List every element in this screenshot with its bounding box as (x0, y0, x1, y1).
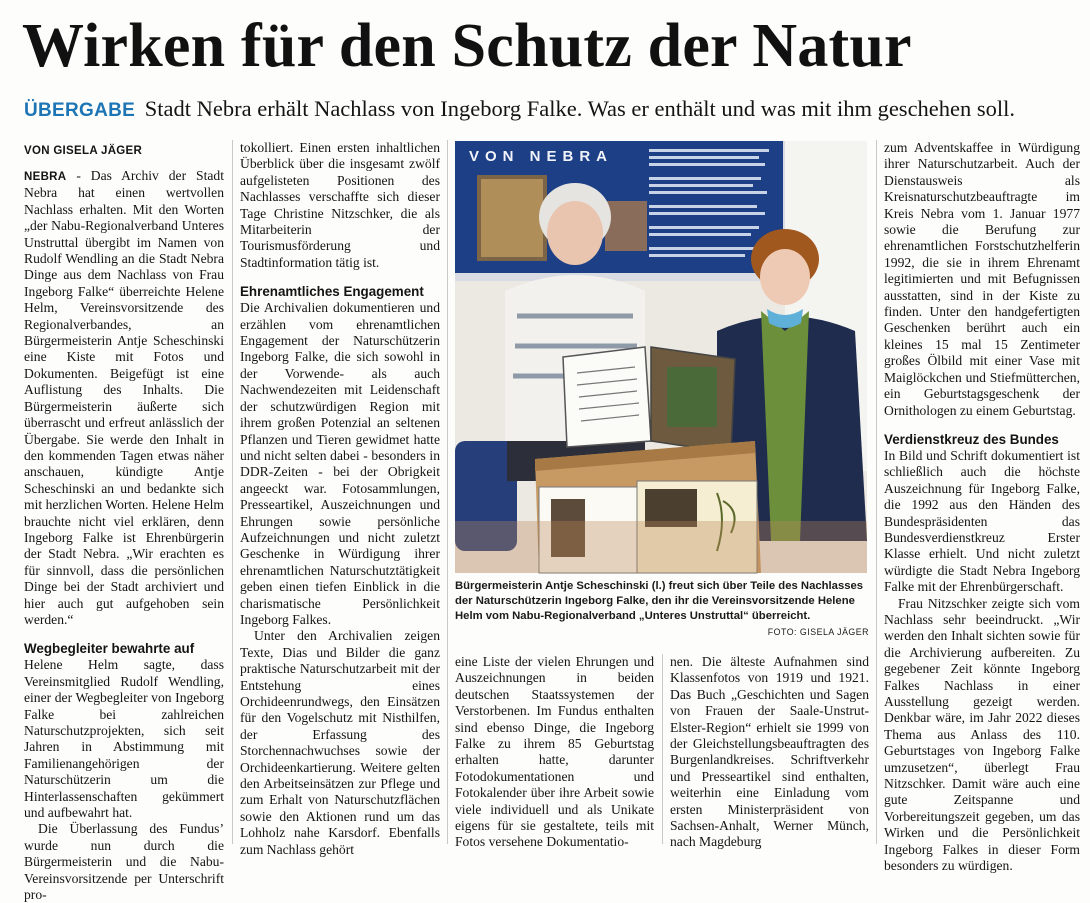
column-divider (876, 140, 877, 844)
headline: Wirken für den Schutz der Natur (22, 12, 912, 80)
paragraph: nen. Die älteste Aufnahmen sind Klassenfotos von 1919 und 1921. Das Buch „Geschichten und Sagen von Frauen der Saale-Unstrut-Elster-Region“ erhielt sie 1999 von der Gleichstellungsbeauftragten des Burgenlandkreises. Schriftverkehr und Presseartikel sind enthalten, weiterhin eine Einladung vom ersten Ministerpräsident von Sachsen-Anhalt, Werner Münch, nach Magdeburg (670, 654, 869, 850)
article-column-5 (884, 140, 1080, 874)
paragraph: tokolliert. Einen ersten inhaltlichen Überblick über die insgesamt zwölf aufgelisteten Positionen des Nachlasses verschaffte sich dieser Tage Christine Nitzschker, die als Mitarbeiterin der Tourismusförderung und Stadtinformation tätig ist. (240, 140, 440, 270)
article-column-1 (24, 140, 224, 903)
subheadline-line (24, 94, 1074, 124)
paragraph: Helene Helm sagte, dass Vereinsmitglied Rudolf Wendling, einer der Wegbegleiter von Ingeborg Falke bei zahlreichen Naturschutzprojekten, sich seit Jahren in Abstimmung mit Familienangehörigen der Naturschützerin um die Hinterlassenschaften gekümmert und aufbewahrt hat. (24, 657, 224, 821)
paragraph: eine Liste der vielen Ehrungen und Auszeichnungen in beiden deutschen Staatssystemen der Verstorbenen. Im Fundus enthalten sind ebenso Dinge, die Ingeborg Falke zu ihrem 85 Geburtstag erhalten hatte, darunter Fotodokumentationen und Fotokalender über ihre Arbeit sowie viele individuell und als Unikate eigens für sie gestaltete, teils mit Fotos versehene Dokumentatio- (455, 654, 654, 850)
subheading: Wegbegleiter bewahrte auf (24, 641, 195, 657)
photo-credit: FOTO: GISELA JÄGER (767, 627, 869, 637)
column-divider (662, 654, 663, 844)
article-column-3 (455, 654, 654, 851)
paragraph: Frau Nitzschker zeigte sich vom Nachlass sehr beeindruckt. „Wir werden den Inhalt sichten sowie für die Archivierung aufbereiten. Zu gegebener Zeit könnte Ingeborg Falkes Nachlass in einer Ausstellung gezeigt werden. Denkbar wäre, im Jahr 2022 dieses Thema aus Anlass des 110. Geburtstages von Ingeborg Falke umzusetzen“, überlegt Frau Nitzschker. Damit wäre auch eine gute Zeitspanne und Vorbereitungszeit gegeben, um das Wirken und die Persönlichkeit Ingeborg Falkes in dieser Form besonders zu würdigen. (884, 595, 1080, 874)
poster-title: VON NEBRA (469, 148, 614, 165)
subheading: Verdienstkreuz des Bundes (884, 431, 1059, 447)
paragraph: In Bild und Schrift dokumentiert ist schließlich auch die höchste Auszeichnung für Ingeborg Falke, die 1992 aus den Händen des Bundespräsidenten das Bundesverdienstkreuz Erster Klasse erhielt. Und nicht zuletzt würdigte die Stadt Nebra Ingeborg Falke mit der Ehrenbürgerschaft. (884, 447, 1080, 595)
subheading: Ehrenamtliches Engagement (240, 284, 424, 300)
caption-text: Bürgermeisterin Antje Scheschinski (l.) freut sich über Teile des Nachlasses der Naturschützerin Ingeborg Falke, den ihr die Vereinsvorsitzende Helene Helm vom Nabu-Regionalverband „Unteres Unstruttal“ überreicht. (455, 580, 864, 622)
author-byline: VON GISELA JÄGER (24, 145, 143, 157)
dateline: NEBRA (24, 171, 67, 183)
subheadline: Stadt Nebra erhält Nachlass von Ingeborg Falke. Was er enthält und was mit ihm geschehen soll. (144, 96, 1016, 121)
photo-illustration (455, 141, 867, 573)
article-column-4 (670, 654, 869, 851)
paragraph: zum Adventskaffee in Würdigung ihrer Naturschutzarbeit. Auch der Dienstausweis als Kreisnaturschutzbeauftragte im Kreis Nebra vom 1. Januar 1977 sowie die Berufung zur ehrenamtlichen Forstschutzhelferin 1992, die sie in ihrem Ehrenamt legitimierten und mit Befugnissen ausstatten, sind in der Kiste zu finden. Unter den handgefertigten Geschenken berührt auch ein kleines 15 mal 15 Zentimeter großes Ölbild mit einer Vase mit Maiglöckchen und Stiefmütterchen, ein Geburtstagsgeschenk der Ornithologen zu einem Geburtstag. (884, 140, 1080, 418)
paragraph: Die Archivalien dokumentieren und erzählen vom ehrenamtlichen Engagement der Naturschützerin Ingeborg Falke, die sich sowohl in der Vorwende- als auch Nachwendezeiten mit Leidenschaft der schutzwürdigen Region mit ihrem großen Potenzial an seltenen Pflanzen und Tieren gewidmet hatte und nicht selten dabei - besonders in DDR-Zeiten - bei der Obrigkeit angeeckt war. Fotosammlungen, Presseartikel, Auszeichnungen und Ehrungen sowie persönliche Aufzeichnungen und nicht zuletzt Geschenke in Würdigung ihrer ehrenamtlichen Naturschutztätigkeit geben einen tiefen Einblick in die charismatische Persönlichkeit Ingeborg Falkes. (240, 300, 440, 627)
kicker: ÜBERGABE (24, 100, 136, 121)
news-photo (455, 141, 867, 573)
column-divider (447, 140, 448, 844)
column-divider (232, 140, 233, 844)
paragraph: NEBRA - Das Archiv der Stadt Nebra hat einen wertvollen Nachlass erhalten. Mit den Worten „der Nabu-Regionalverband Unteres Unstruttal übergibt im Namen von Rudolf Wendling an die Stadt Nebra Dinge aus dem Nachlass von Frau Ingeborg Falke“ überreichte Helene Helm, Vereinsvorsitzende des Regionalverbandes, an Bürgermeisterin Antje Scheschinski eine Kiste mit Fotos und Dokumenten. Beigefügt ist eine Auflistung des Inhalts. Die Bürgermeisterin äußerte sich überrascht und erfreut anlässlich der Übergabe. Sie werde den Inhalt in den kommenden Tagen etwas näher anschauen, kündigte Antje Scheschinski an und bedankte sich mit herzlichen Worten. Helene Helm brauchte nicht viel erklären, denn Ingeborg Falke ist Ehrenbürgerin der Stadt Nebra. „Wir erachten es für sinnvoll, dass die persönlichen Dinge bei der Stadt archiviert und hier auch gut aufgehoben sein werden.“ (24, 168, 224, 627)
paragraph: Unter den Archivalien zeigen Texte, Dias und Bilder die ganz praktische Naturschutzarbeit mit der Entstehung eines Orchideenrundwegs, den Einsätzen für den Vogelschutz mit Nisthilfen, der Erfassung des Storchennachwuchses sowie der Orchideenkartierung. Weitere gelten den Arbeitseinsätzen zur Pflege und zum Erhalt von Naturschutzflächen sowie den Aktionen rund um das Lohholz nahe Karsdorf. Ebenfalls zum Nachlass gehört (240, 628, 440, 857)
article-column-2 (240, 140, 440, 858)
photo-caption (455, 579, 869, 640)
paragraph: Die Überlassung des Fundus’ wurde nun durch die Bürgermeisterin und die Nabu-Vereinsvorsitzende per Unterschrift pro- (24, 821, 224, 903)
